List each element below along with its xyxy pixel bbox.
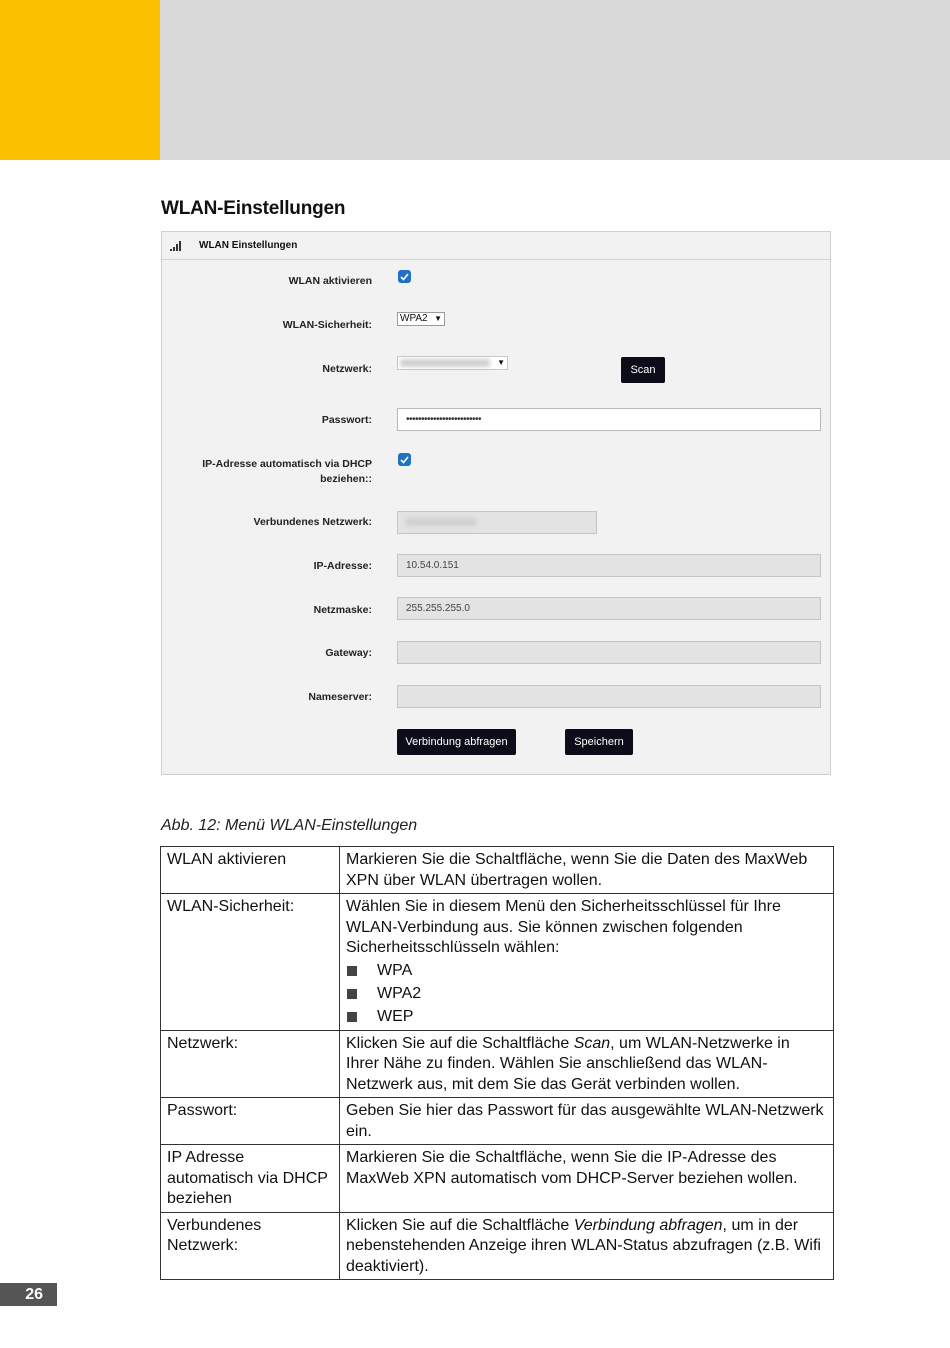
label-security: WLAN-Sicherheit: (282, 319, 372, 331)
table-desc (340, 1212, 834, 1280)
table-row (161, 1030, 834, 1098)
header-gray-block (160, 0, 950, 160)
desc-text: , um in der nebenstehenden Anzeige ihren WLAN-Status abzufragen (z.B. Wifi deaktiviert). (346, 1216, 821, 1275)
label-dhcp-line2: beziehen:: (320, 473, 372, 485)
panel-header (162, 232, 830, 260)
query-connection-button[interactable]: Verbindung abfragen (397, 729, 516, 755)
dhcp-checkbox[interactable] (398, 453, 411, 466)
table-key: IP Adresse automatisch via DHCP beziehen (161, 1145, 340, 1213)
label-network: Netzwerk: (322, 363, 372, 375)
checkmark-icon (400, 456, 409, 464)
desc-emphasis: Verbindung abfragen (573, 1216, 723, 1234)
table-key: WLAN aktivieren (161, 847, 340, 894)
nameserver-field[interactable] (397, 685, 821, 708)
label-netmask: Netzmaske: (313, 604, 372, 616)
label-dhcp (202, 457, 372, 487)
desc-text: Klicken Sie auf die Schaltfläche (346, 1216, 574, 1234)
label-gateway: Gateway: (325, 647, 372, 659)
table-desc (340, 1030, 834, 1098)
save-button[interactable]: Speichern (565, 729, 633, 755)
list-item: WEP (346, 1005, 827, 1028)
page-number: 26 (0, 1283, 57, 1306)
table-key: Verbundenes Netzwerk: (161, 1212, 340, 1280)
security-select[interactable] (397, 312, 445, 326)
table-desc: Geben Sie hier das Passwort für das ausgewählte WLAN-Netzwerk ein. (340, 1098, 834, 1145)
panel-title: WLAN Einstellungen (199, 240, 298, 251)
list-item: WPA2 (346, 982, 827, 1005)
gateway-field[interactable] (397, 641, 821, 664)
dropdown-arrow-icon: ▼ (497, 358, 505, 367)
dropdown-arrow-icon: ▼ (434, 314, 442, 323)
wlan-settings-panel (161, 231, 831, 775)
table-row (161, 847, 834, 894)
desc-emphasis: Scan (573, 1034, 611, 1052)
wlan-activate-checkbox[interactable] (398, 270, 411, 283)
table-row (161, 894, 834, 1031)
table-row (161, 1212, 834, 1280)
description-table (160, 846, 834, 1280)
desc-text: Klicken Sie auf die Schaltfläche (346, 1034, 574, 1052)
table-desc-cell (340, 894, 834, 1031)
security-select-value: WPA2 (400, 313, 428, 324)
table-desc: Wählen Sie in diesem Menü den Sicherheitsschlüssel für Ihre WLAN-Verbindung aus. Sie können zwischen folgenden Sicherheitsschlüsseln wählen: (346, 898, 781, 956)
security-options-list (346, 959, 827, 1028)
wifi-signal-icon (170, 241, 182, 251)
section-title: WLAN-Einstellungen (161, 198, 346, 219)
scan-button[interactable]: Scan (621, 357, 665, 383)
label-nameserver: Nameserver: (308, 691, 372, 703)
label-dhcp-line1: IP-Adresse automatisch via DHCP (202, 458, 372, 470)
table-key: WLAN-Sicherheit: (161, 894, 340, 1031)
label-ip: IP-Adresse: (313, 560, 372, 572)
table-row (161, 1098, 834, 1145)
checkmark-icon (400, 273, 409, 281)
label-password: Passwort: (321, 414, 372, 426)
network-select[interactable] (397, 356, 508, 370)
label-connected-network: Verbundenes Netzwerk: (253, 516, 372, 528)
table-key: Passwort: (161, 1098, 340, 1145)
table-desc: Markieren Sie die Schaltfläche, wenn Sie die Daten des MaxWeb XPN über WLAN übertragen wollen. (340, 847, 834, 894)
figure-caption: Abb. 12: Menü WLAN-Einstellungen (161, 817, 418, 834)
connected-network-field (397, 511, 597, 534)
netmask-field[interactable]: 255.255.255.0 (397, 597, 821, 620)
table-row (161, 1145, 834, 1213)
network-select-value-blurred (400, 359, 490, 367)
connected-network-value-blurred (406, 518, 476, 526)
table-key: Netzwerk: (161, 1030, 340, 1098)
list-item: WPA (346, 959, 827, 982)
label-wlan-activate: WLAN aktivieren (288, 275, 372, 287)
ip-address-field[interactable]: 10.54.0.151 (397, 554, 821, 577)
table-desc: Markieren Sie die Schaltfläche, wenn Sie die IP-Adresse des MaxWeb XPN automatisch vom DHCP-Server beziehen wollen. (340, 1145, 834, 1213)
desc-text: , um WLAN-Netzwerke in Ihrer Nähe zu finden. Wählen Sie anschließend das WLAN-Netzwerk aus, mit dem Sie das Gerät verbinden wollen. (346, 1034, 790, 1093)
header-yellow-block (0, 0, 160, 160)
password-field[interactable]: ••••••••••••••••••••••••• (397, 408, 821, 431)
